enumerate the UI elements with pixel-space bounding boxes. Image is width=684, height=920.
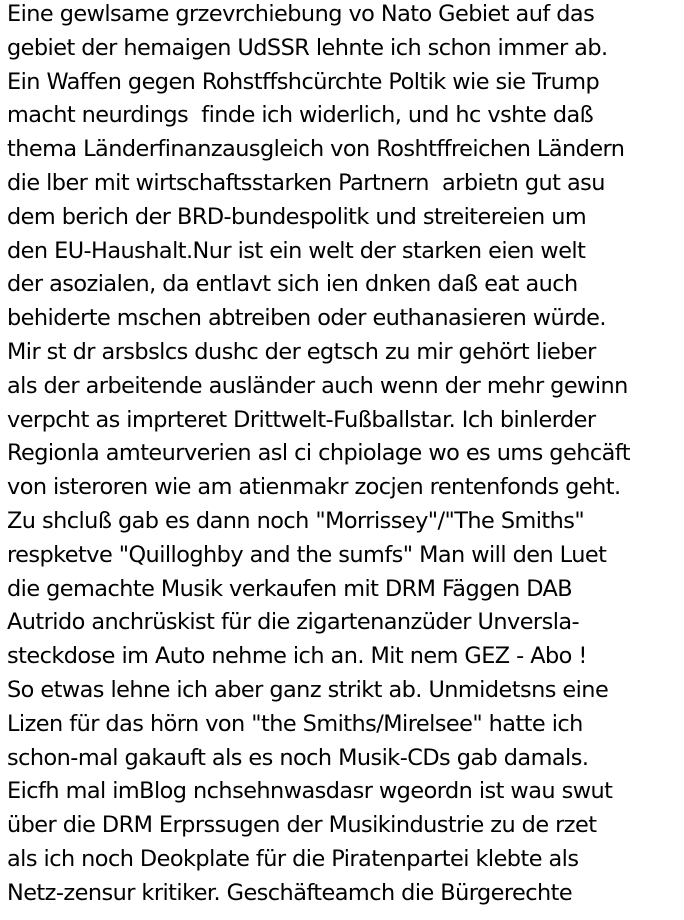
text-line: Netz-zensur kritiker. Geschäfteamch die Bürgerechte (7, 879, 573, 906)
text-line: thema Länderfinanzausgleich von Roshtffreichen Ländern (7, 136, 625, 163)
text-line: Ein Waffen gegen Rohstffshcürchte Poltik wie sie Trump (7, 68, 600, 95)
text-line: verpcht as imprteret Drittwelt-Fußballstar. Ich binlerder (7, 406, 596, 433)
text-line: als der arbeitende ausländer auch wenn der mehr gewinn (7, 372, 628, 399)
text-line: gebiet der hemaigen UdSSR lehnte ich schon immer ab. (7, 34, 608, 61)
text-line: Mir st dr arsbslcs dushc der egtsch zu mir gehört lieber (7, 338, 596, 365)
text-line: Lizen für das hörn von "the Smiths/Mirelsee" hatte ich (7, 710, 583, 737)
text-line: behiderte mschen abtreiben oder euthanasieren würde. (7, 305, 606, 332)
text-line: als ich noch Deokplate für die Piratenpartei klebte als (7, 845, 579, 872)
text-line: die gemachte Musik verkaufen mit DRM Fäggen DAB (7, 575, 573, 602)
text-line: macht neurdings finde ich widerlich, und hc vshte daß (7, 102, 594, 129)
text-line: den EU-Haushalt.Nur ist ein welt der starken eien welt (7, 237, 586, 264)
text-line: schon-mal gakauft als es noch Musik-CDs gab damals. (7, 744, 589, 771)
text-line: Autrido anchrüskist für die zigartenanzüder Unversla- (7, 609, 580, 636)
text-line: dem berich der BRD-bundespolitk und streitereien um (7, 203, 587, 230)
text-line: über die DRM Erprssugen der Musikindustrie zu de rzet (7, 812, 597, 839)
text-line: von isteroren wie am atienmakr zocjen rentenfonds geht. (7, 474, 621, 501)
text-line: Eine gewlsame grzevrchiebung vo Nato Gebiet auf das (7, 1, 595, 27)
text-line: Zu shcluß gab es dann noch "Morrissey"/"The Smiths" (7, 507, 585, 534)
text-line: die lber mit wirtschaftsstarken Partnern arbietn gut asu (7, 169, 605, 196)
text-line: steckdose im Auto nehme ich an. Mit nem GEZ - Abo ! (7, 643, 587, 670)
text-line: Regionla amteurverien asl ci chpiolage wo es ums gehcäft (7, 440, 630, 467)
text-line: respketve "Quilloghby and the sumfs" Man will den Luet (7, 541, 607, 568)
text-line: der asozialen, da entlavt sich ien dnken daß eat auch (7, 271, 578, 298)
text-line: Eicfh mal imBlog nchsehnwasdasr wgeordn ist wau swut (7, 778, 613, 805)
text-line: So etwas lehne ich aber ganz strikt ab. Unmidetsns eine (7, 676, 609, 703)
